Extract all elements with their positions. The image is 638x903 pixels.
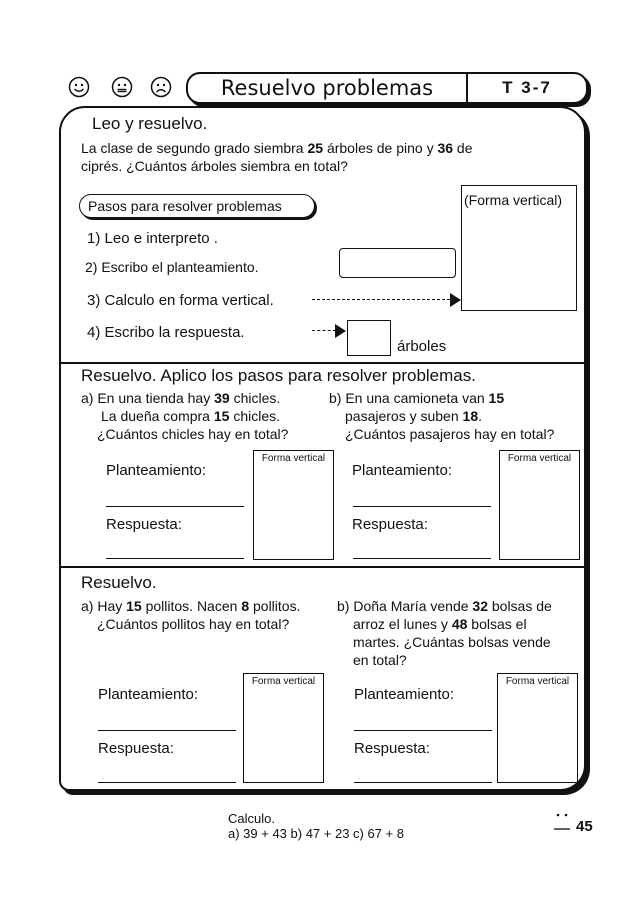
section1-title: Leo y resuelvo.: [92, 114, 208, 133]
section-divider-2: [59, 566, 586, 568]
steps-title-pill: [79, 194, 315, 218]
vertical-calc-label: (Forma vertical): [464, 192, 563, 208]
problem-2b-line2: pasajeros y suben 18.: [345, 408, 482, 424]
problem-2a-line3: ¿Cuántos chicles hay en total?: [97, 426, 289, 442]
respuesta-line-3a[interactable]: [98, 782, 236, 783]
section-divider-1: [59, 362, 586, 364]
planteamiento-line-3a[interactable]: [98, 730, 236, 731]
problem-3b-line4: en total?: [353, 652, 407, 668]
planteamiento-label-2a: Planteamiento:: [106, 462, 207, 479]
respuesta-label-3b: Respuesta:: [354, 740, 430, 757]
page-title: Resuelvo problemas: [220, 76, 434, 100]
vertical-label-2b: Forma vertical: [507, 453, 572, 464]
step-4: 4) Escribo la respuesta.: [87, 324, 245, 341]
problem-2a-line2: La dueña compra 15 chicles.: [101, 408, 281, 424]
problem-3a-line2: ¿Cuántos pollitos hay en total?: [97, 616, 290, 632]
planteamiento-line-3b[interactable]: [354, 730, 492, 731]
step-1: 1) Leo e interpreto .: [87, 230, 218, 247]
step-3: 3) Calculo en forma vertical.: [87, 292, 274, 309]
answer-box[interactable]: [347, 320, 391, 356]
arrow-line-3: [312, 299, 450, 300]
problem-3b-line1: b) Doña María vende 32 bolsas de: [337, 598, 552, 614]
problem-3b-line2: arroz el lunes y 48 bolsas el: [353, 616, 527, 632]
lesson-code: T 3-7: [502, 78, 552, 97]
problem-3b-line3: martes. ¿Cuántas bolsas vende: [353, 634, 551, 650]
page-number: 45: [576, 818, 593, 835]
vertical-label-3b: Forma vertical: [505, 676, 570, 687]
vertical-box-2b[interactable]: [499, 450, 580, 560]
respuesta-line-2a[interactable]: [106, 558, 244, 559]
header-divider: [466, 74, 468, 102]
smiley-happy-icon: [68, 76, 90, 98]
vertical-label-3a: Forma vertical: [251, 676, 316, 687]
steps-title: Pasos para resolver problemas: [88, 198, 282, 214]
vertical-box-2a[interactable]: [253, 450, 334, 560]
planteamiento-label-3b: Planteamiento:: [354, 686, 455, 703]
vertical-box-3b[interactable]: [497, 673, 578, 783]
section1-problem-line2: ciprés. ¿Cuántos árboles siembra en total?: [81, 158, 348, 174]
arrow-line-4: [312, 330, 336, 331]
respuesta-label-3a: Respuesta:: [98, 740, 174, 757]
step-2: 2) Escribo el planteamiento.: [85, 259, 259, 275]
respuesta-line-3b[interactable]: [354, 782, 492, 783]
vertical-box-3a[interactable]: [243, 673, 324, 783]
answer-unit: árboles: [397, 338, 447, 355]
vertical-label-2a: Forma vertical: [261, 453, 326, 464]
calc-title: Calculo.: [228, 811, 275, 826]
respuesta-line-2b[interactable]: [353, 558, 491, 559]
planteamiento-line-2b[interactable]: [353, 506, 491, 507]
problem-2b-line3: ¿Cuántos pasajeros hay en total?: [345, 426, 555, 442]
respuesta-label-2a: Respuesta:: [106, 516, 182, 533]
page-mark-icon: [552, 812, 572, 834]
planteamiento-label-2b: Planteamiento:: [352, 462, 453, 479]
smiley-neutral-icon: [111, 76, 133, 98]
vertical-calc-box[interactable]: [461, 185, 577, 311]
arrow-head-3: [450, 293, 461, 307]
respuesta-label-2b: Respuesta:: [352, 516, 428, 533]
problem-3a-line1: a) Hay 15 pollitos. Nacen 8 pollitos.: [81, 598, 301, 614]
arrow-head-4: [335, 324, 346, 338]
header-bar: [186, 72, 588, 104]
smiley-sad-icon: [150, 76, 172, 98]
section3-title: Resuelvo.: [81, 573, 157, 592]
planteamiento-label-3a: Planteamiento:: [98, 686, 199, 703]
planteamiento-line-2a[interactable]: [106, 506, 244, 507]
calc-items: a) 39 + 43 b) 47 + 23 c) 67 + 8: [228, 826, 404, 841]
problem-2a-line1: a) En una tienda hay 39 chicles.: [81, 390, 281, 406]
section2-title: Resuelvo. Aplico los pasos para resolver problemas.: [81, 366, 476, 385]
problem-2b-line1: b) En una camioneta van 15: [329, 390, 505, 406]
section1-problem-line1: La clase de segundo grado siembra 25 árboles de pino y 36 de: [81, 140, 473, 156]
planteamiento-box[interactable]: [339, 248, 456, 278]
